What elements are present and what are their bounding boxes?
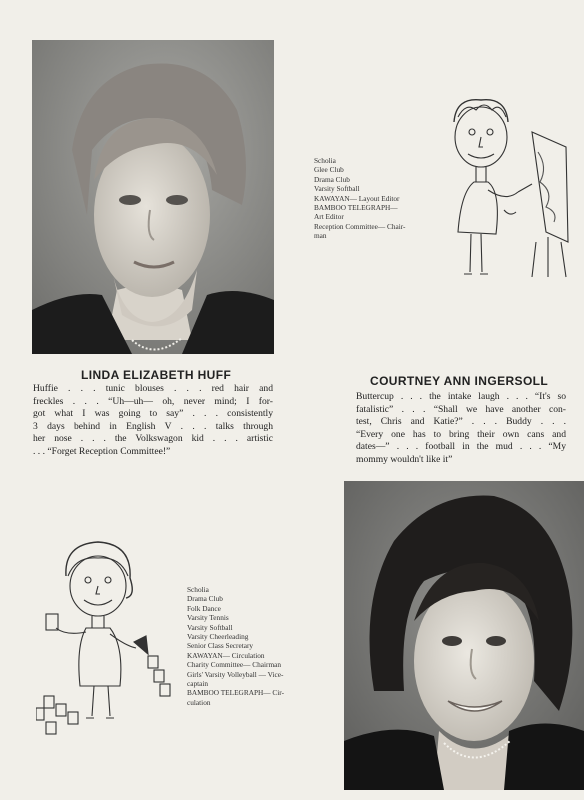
bio-line: mommy wouldn't like it” bbox=[356, 453, 453, 465]
student-name-linda-huff: LINDA ELIZABETH HUFF bbox=[81, 368, 232, 382]
activity-item: man bbox=[314, 231, 327, 241]
portrait-photo-courtney-ingersoll bbox=[344, 481, 584, 790]
activity-item: culation bbox=[187, 697, 211, 707]
bio-text-linda-huff bbox=[33, 383, 273, 459]
student-name-courtney-ingersoll: COURTNEY ANN INGERSOLL bbox=[370, 374, 549, 388]
portrait-photo-linda-huff bbox=[32, 40, 274, 354]
activity-item: Folk Dance bbox=[187, 603, 221, 613]
bio-line: “Every one has to bring their own cans and bbox=[356, 428, 566, 440]
activities-list-courtney-ingersoll bbox=[187, 585, 317, 707]
bio-line: Huffie . . . tunic blouses . . . red hair and bbox=[33, 383, 273, 394]
bio-line: her nose . . . the Volkswagon kid . . . artistic bbox=[33, 433, 273, 445]
activity-item: Girls' Varsity Volleyball — Vice- bbox=[187, 669, 284, 679]
activities-list-linda-huff bbox=[314, 156, 438, 241]
caricature-drawing-painter bbox=[436, 92, 578, 284]
bio-line: dates—” . . . football in the mud . . . “My bbox=[356, 441, 566, 453]
activity-item: KAWAYAN— Layout Editor bbox=[314, 193, 400, 203]
activity-item: BAMBOO TELEGRAPH— bbox=[314, 203, 398, 213]
activity-item: Senior Class Secretary bbox=[187, 641, 254, 651]
bio-line: Buttercup . . . the intake laugh . . . “It's so bbox=[356, 391, 566, 402]
activity-item: Art Editor bbox=[314, 212, 344, 222]
bio-line: fatalistic” . . . “Shall we have another con- bbox=[356, 403, 566, 415]
bio-line: got what I was going to say” . . . consistently bbox=[33, 408, 273, 420]
activity-item: BAMBOO TELEGRAPH— Cir- bbox=[187, 688, 285, 698]
caricature-drawing-cans bbox=[36, 536, 184, 736]
bio-line: . . . “Forget Reception Committee!” bbox=[33, 445, 171, 457]
activity-item: Varsity Tennis bbox=[187, 613, 229, 623]
activity-item: Drama Club bbox=[314, 174, 350, 184]
activity-item: Drama Club bbox=[187, 594, 223, 604]
activity-item: Charity Committee— Chairman bbox=[187, 660, 282, 670]
bio-text-courtney-ingersoll bbox=[356, 391, 566, 467]
activity-item: captain bbox=[187, 679, 209, 689]
bio-line: 3 days behind in English V . . . talks through bbox=[33, 420, 273, 432]
activity-item: Glee Club bbox=[314, 165, 344, 175]
activity-item: Varsity Softball bbox=[314, 184, 360, 194]
activity-item: Varsity Cheerleading bbox=[187, 632, 249, 642]
activity-item: KAWAYAN— Circulation bbox=[187, 650, 265, 660]
activity-item: Reception Committee— Chair- bbox=[314, 221, 406, 231]
activity-item: Scholia bbox=[187, 585, 209, 594]
activity-item: Varsity Softball bbox=[187, 622, 233, 632]
bio-line: freckles . . . “Uh—uh— oh, never mind; I for- bbox=[33, 395, 273, 407]
bio-line: test, Chris and Katie?” . . . Buddy . . . bbox=[356, 416, 566, 428]
activity-item: Scholia bbox=[314, 156, 336, 165]
